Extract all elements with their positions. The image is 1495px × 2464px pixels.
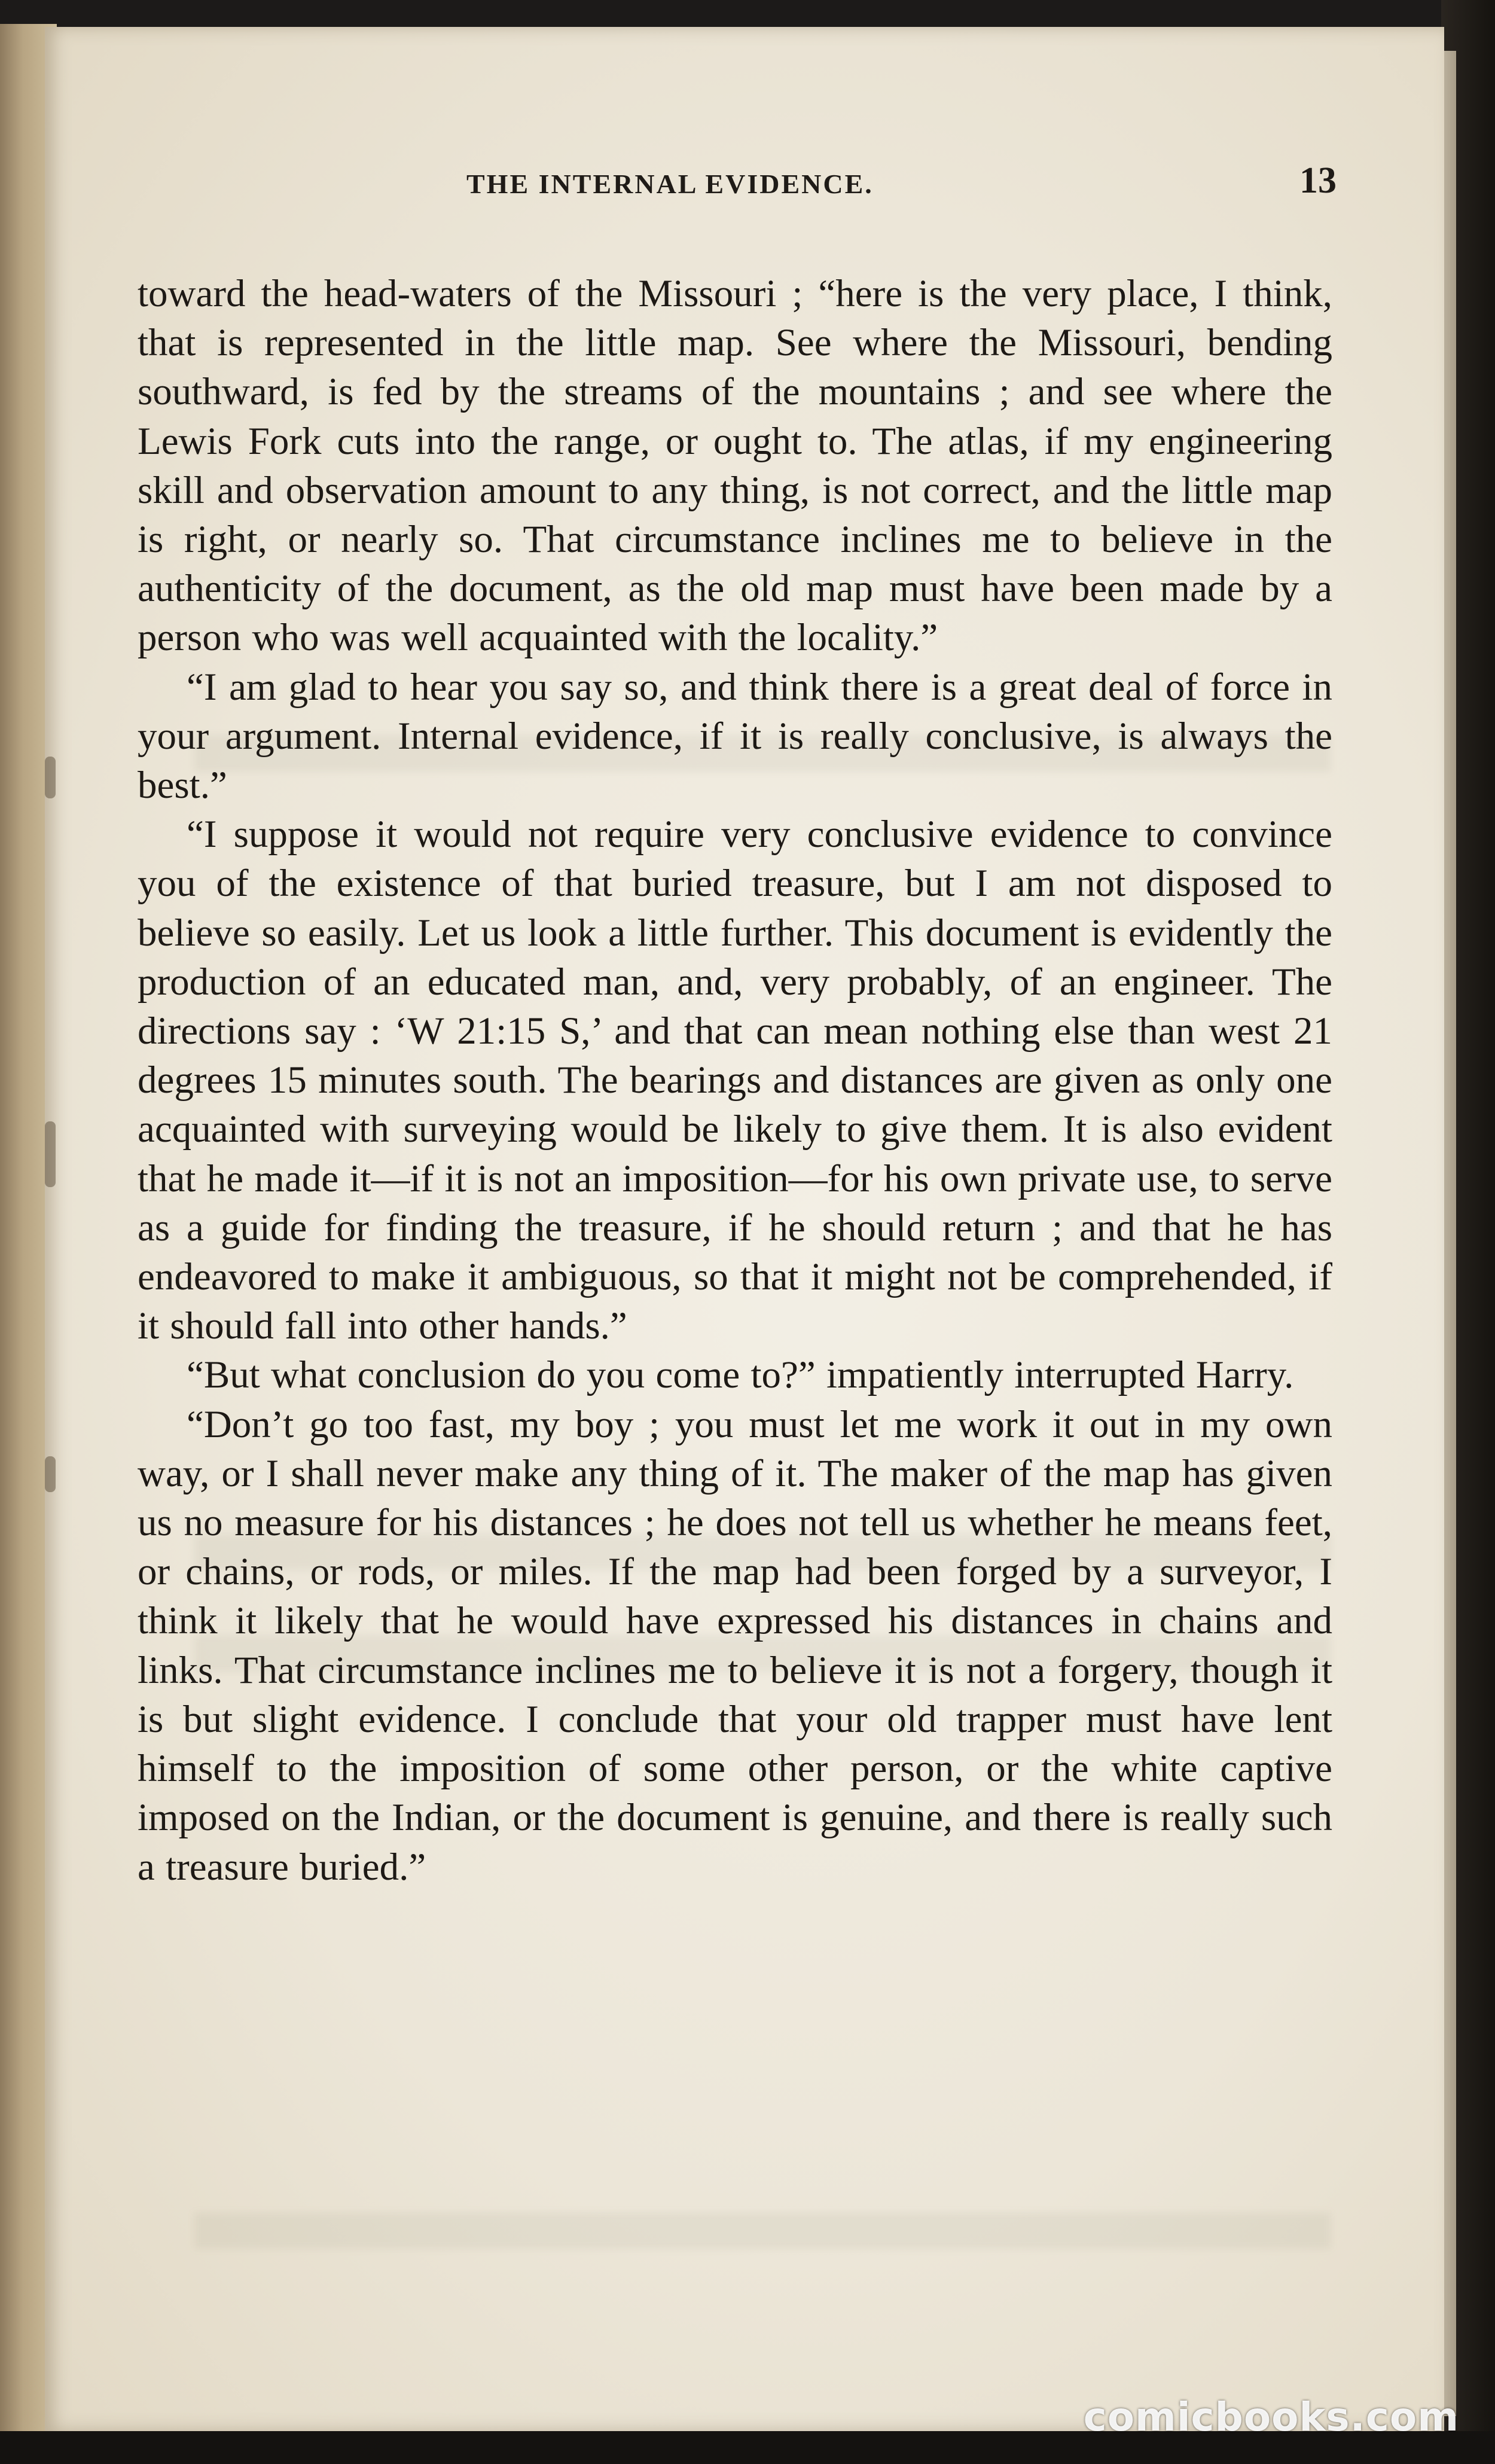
- book-page: [45, 27, 1444, 2431]
- paragraph-5: “Don’t go too fast, my boy ; you must let me work it out in my own way, or I shall never make any thing of it. The maker of the map has given us no measure for his distances ; he does not tell us whether he means feet, or chains, or rods, or miles. If the map had been forged by a surveyor, I think it likely that he would have expressed his distances in chains and links. That circumstance inclines me to believe it is not a forgery, though it is but slight evidence. I conclude that your old trapper must have lent himself to the imposition of some other person, or the white captive imposed on the Indian, or the document is genuine, and there is really such a treasure buried.”: [138, 1402, 1332, 1889]
- margin-ink-mark: [45, 757, 56, 798]
- paragraph-2: “I am glad to hear you say so, and think there is a great deal of force in your argument. Internal evidence, if it is really conclusive, is always the best.”: [138, 665, 1332, 807]
- margin-ink-mark: [45, 1456, 56, 1492]
- margin-ink-mark: [45, 1121, 56, 1187]
- body-text: [138, 269, 1332, 1892]
- running-head: THE INTERNAL EVIDENCE.: [466, 169, 874, 199]
- show-through-bleed: [194, 2213, 1331, 2249]
- paragraph-4: “But what conclusion do you come to?” impatiently interrupted Harry.: [187, 1353, 1294, 1397]
- paragraph-3: “I suppose it would not require very conclusive evidence to convince you of the existence of that buried treasure, but I am not disposed to believe so easily. Let us look a little further. This document is evidently the production of an educated man, and, very probably, of an engineer. The directions say : ‘W 21:15 S,’ and that can mean nothing else than west 21 degrees 15 minutes south. The bearings and distances are given as only one acquainted with surveying would be likely to give them. It is also evident that he made it—if it is not an imposition—for his own private use, to serve as a guide for finding the treasure, if he should return ; and that he has endeavored to make it ambiguous, so that it might not be comprehended, if it should fall into other hands.”: [138, 813, 1332, 1348]
- paragraph-1: toward the head-waters of the Missouri ; “here is the very place, I think, that is represented in the little map. See where the Missouri, bending southward, is fed by the streams of the mountains ; and see where the Lewis Fork cuts into the range, or ought to. The atlas, if my engineering skill and observation amount to any thing, is not correct, and the little map is right, or nearly so. That circumstance inclines me to believe in the authenticity of the document, as the old map must have been made by a person who was well acquainted with the locality.”: [138, 272, 1332, 660]
- page-number: 13: [1299, 160, 1337, 201]
- site-watermark: comicbooks.com: [1083, 2394, 1459, 2440]
